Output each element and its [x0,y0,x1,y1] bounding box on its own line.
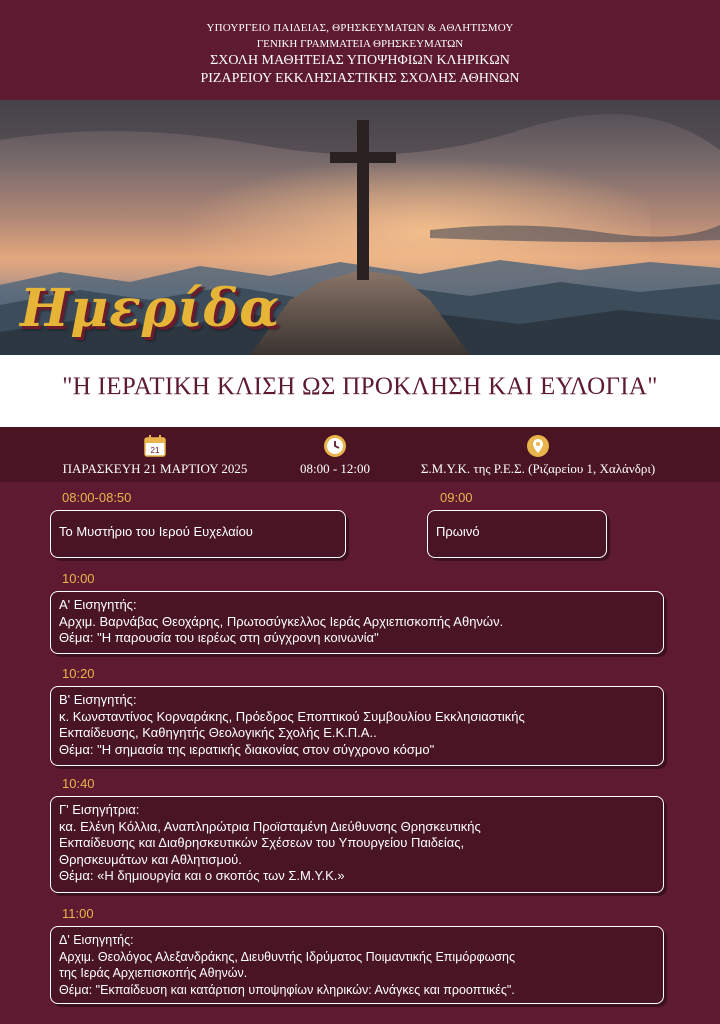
slot-time: 11:00 [62,906,94,921]
speaker-topic: Θέμα: "Η παρουσία του ιερέως στη σύγχρονη κοινωνία" [59,630,379,645]
slot-time: 09:00 [440,490,473,505]
speaker-name-cont: Εκπαίδευσης, Καθηγητής Θεολογικής Σχολής Ε.Κ.Π.Α.. [59,725,377,740]
program-item-text: Πρωινό [436,524,480,539]
school-line-2: ΡΙΖΑΡΕΙΟΥ ΕΚΚΛΗΣΙΑΣΤΙΚΗΣ ΣΧΟΛΗΣ ΑΘΗΝΩΝ [200,71,520,86]
speaker-name: κα. Ελένη Κόλλια, Αναπληρώτρια Προϊσταμένη Διεύθυνσης Θρησκευτικής [59,818,481,834]
program-item [50,686,664,766]
location-pin-icon [525,433,551,459]
program-item [50,591,664,654]
event-time: 08:00 - 12:00 [299,461,371,476]
speaker-name-cont: της Ιεράς Αρχιεπισκοπής Αθηνών. [59,966,248,980]
program-item [50,926,664,1004]
program-item [50,796,664,893]
speaker-role: Α' Εισηγητής: [59,597,137,612]
event-title: "Η ΙΕΡΑΤΙΚΗ ΚΛΙΣΗ ΩΣ ΠΡΟΚΛΗΣΗ ΚΑΙ ΕΥΛΟΓΙΑ" [62,373,658,400]
speaker-topic: Θέμα: "Εκπαίδευση και κατάρτιση υποψηφίων κληρικών: Ανάγκες και προοπτικές". [59,982,515,997]
time-item [285,433,385,477]
info-bar [0,427,720,482]
location-item [408,433,668,477]
slot-time: 10:40 [62,776,95,791]
slot-time: 08:00-08:50 [62,490,132,505]
calendar-icon [142,433,168,459]
title-band [0,355,720,427]
header [0,0,720,100]
speaker-role: Γ' Εισηγήτρια: [59,802,140,817]
speaker-name: Αρχιμ. Θεολόγος Αλεξανδράκης, Διευθυντής Ιδρύματος Ποιμαντικής Επιμόρφωσης [59,949,516,964]
speaker-topic: Θέμα: «Η δημιουργία και ο σκοπός των Σ.Μ.Υ.Κ.» [59,868,345,883]
speaker-name-cont: Θρησκευμάτων και Αθλητισμού. [59,851,242,867]
program-item [50,510,346,558]
clock-icon [322,433,348,459]
program-item [427,510,607,558]
speaker-name: Αρχιμ. Βαρνάβας Θεοχάρης, Πρωτοσύγκελλος Ιεράς Αρχιεπισκοπής Αθηνών. [59,613,504,629]
event-location: Σ.Μ.Υ.Κ. της Ρ.Ε.Σ. (Ριζαρείου 1, Χαλάνδρι) [420,461,656,476]
event-date: ΠΑΡΑΣΚΕΥΗ 21 ΜΑΡΤΙΟΥ 2025 [62,461,248,476]
speaker-topic: Θέμα: "Η σημασία της ιερατικής διακονίας στον σύγχρονο κόσμο" [59,741,435,757]
speaker-name: κ. Κωνσταντίνος Κορναράκης, Πρόεδρος Εποπτικού Συμβουλίου Εκκλησιαστικής [59,708,525,724]
svg-text:21: 21 [150,446,160,455]
secretariat-line: ΓΕΝΙΚΗ ΓΡΑΜΜΑΤΕΙΑ ΘΡΗΣΚΕΥΜΑΤΩΝ [256,38,464,50]
program-item-text: Το Μυστήριο του Ιερού Ευχελαίου [59,524,253,539]
slot-time: 10:00 [62,571,95,586]
speaker-role: Δ' Εισηγητής: [59,933,134,947]
event-type-heading: Ημερίδα [20,278,281,339]
speaker-role: Β' Εισηγητής: [59,692,137,707]
slot-time: 10:20 [62,666,95,681]
speaker-name-cont: Εκπαίδευσης και Διαθρησκευτικών Σχέσεων του Υπουργείου Παιδείας, [59,835,465,850]
date-item [50,433,260,477]
school-line: ΣΧΟΛΗ ΜΑΘΗΤΕΙΑΣ ΥΠΟΨΗΦΙΩΝ ΚΛΗΡΙΚΩΝ [210,53,510,68]
ministry-line: ΥΠΟΥΡΓΕΙΟ ΠΑΙΔΕΙΑΣ, ΘΡΗΣΚΕΥΜΑΤΩΝ & ΑΘΛΗΤΙΣΜΟΥ [206,22,514,34]
